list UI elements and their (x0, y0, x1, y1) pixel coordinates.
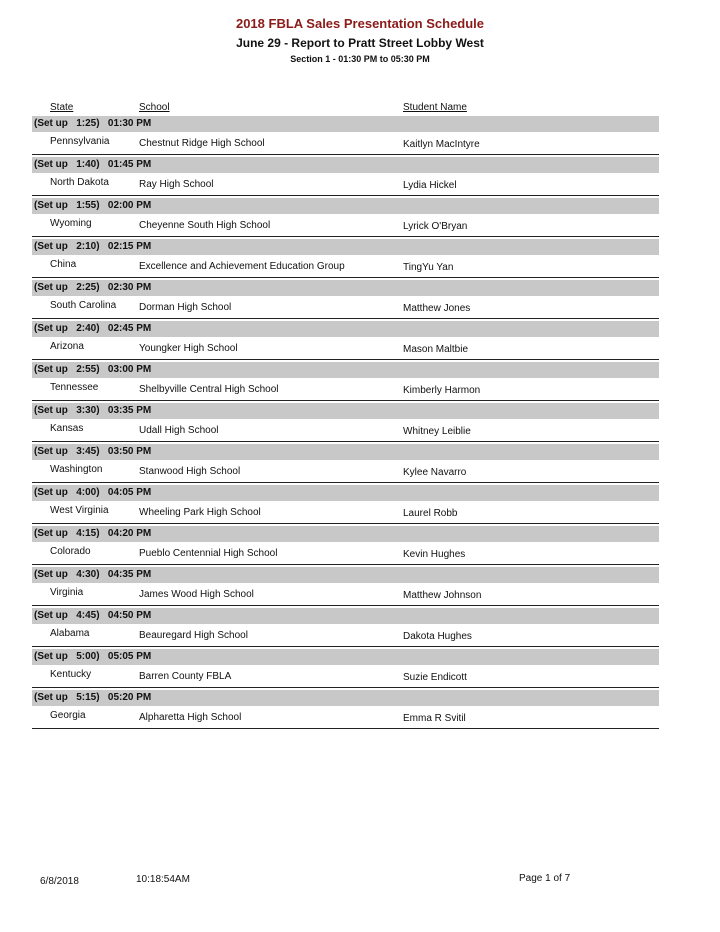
row-divider (32, 318, 659, 319)
student-name-cell: Mason Maltbie (403, 344, 469, 355)
row-divider (32, 523, 659, 524)
row-divider (32, 728, 659, 729)
school-cell: Stanwood High School (139, 466, 241, 477)
school-cell: Ray High School (139, 179, 214, 190)
school-cell: Cheyenne South High School (139, 220, 271, 231)
state-cell: Washington (50, 464, 103, 475)
page-number: Page 1 of 7 (519, 873, 571, 884)
state-cell: Georgia (50, 710, 86, 721)
student-name-cell: Dakota Hughes (403, 631, 472, 642)
school-cell: Udall High School (139, 425, 219, 436)
schedule-row (32, 567, 659, 608)
schedule-row (32, 116, 659, 157)
row-divider (32, 359, 659, 360)
row-divider (32, 236, 659, 237)
schedule-row (32, 362, 659, 403)
student-name-cell: Kylee Navarro (403, 467, 467, 478)
time-slot-band: (Set up 1:55) 02:00 PM (32, 198, 659, 214)
schedule-row (32, 485, 659, 526)
time-slot-band: (Set up 2:40) 02:45 PM (32, 321, 659, 337)
student-name-cell: Kevin Hughes (403, 549, 466, 560)
schedule-row (32, 239, 659, 280)
state-cell: South Carolina (50, 300, 117, 311)
time-slot-band: (Set up 4:15) 04:20 PM (32, 526, 659, 542)
column-header-school: School (139, 102, 170, 113)
time-slot-band: (Set up 2:25) 02:30 PM (32, 280, 659, 296)
school-cell: Chestnut Ridge High School (139, 138, 265, 149)
row-divider (32, 154, 659, 155)
student-name-cell: Matthew Johnson (403, 590, 482, 601)
state-cell: Kansas (50, 423, 84, 434)
student-name-cell: Whitney Leiblie (403, 426, 471, 437)
student-name-cell: Emma R Svitil (403, 713, 466, 724)
state-cell: Tennessee (50, 382, 99, 393)
row-divider (32, 400, 659, 401)
school-cell: Shelbyville Central High School (139, 384, 279, 395)
row-divider (32, 277, 659, 278)
row-divider (32, 646, 659, 647)
schedule-row (32, 403, 659, 444)
school-cell: Youngker High School (139, 343, 238, 354)
schedule-row (32, 526, 659, 567)
student-name-cell: Kaitlyn MacIntyre (403, 139, 480, 150)
school-cell: Excellence and Achievement Education Group (139, 261, 345, 272)
school-cell: Alpharetta High School (139, 712, 242, 723)
schedule-row (32, 321, 659, 362)
school-cell: Beauregard High School (139, 630, 248, 641)
time-slot-band: (Set up 4:45) 04:50 PM (32, 608, 659, 624)
school-cell: Dorman High School (139, 302, 232, 313)
report-subtitle: June 29 - Report to Pratt Street Lobby West (236, 36, 484, 50)
student-name-cell: Matthew Jones (403, 303, 471, 314)
state-cell: China (50, 259, 77, 270)
row-divider (32, 195, 659, 196)
school-cell: James Wood High School (139, 589, 254, 600)
state-cell: North Dakota (50, 177, 109, 188)
row-divider (32, 687, 659, 688)
schedule-row (32, 649, 659, 690)
column-header-state: State (50, 102, 74, 113)
state-cell: West Virginia (50, 505, 109, 516)
student-name-cell: Kimberly Harmon (403, 385, 481, 396)
state-cell: Kentucky (50, 669, 92, 680)
footer-time: 10:18:54AM (136, 874, 190, 885)
time-slot-band: (Set up 5:00) 05:05 PM (32, 649, 659, 665)
schedule-row (32, 608, 659, 649)
time-slot-band: (Set up 3:30) 03:35 PM (32, 403, 659, 419)
student-name-cell: Lyrick O'Bryan (403, 221, 468, 232)
state-cell: Alabama (50, 628, 90, 639)
time-slot-band: (Set up 1:40) 01:45 PM (32, 157, 659, 173)
row-divider (32, 441, 659, 442)
state-cell: Arizona (50, 341, 84, 352)
schedule-row (32, 280, 659, 321)
time-slot-band: (Set up 3:45) 03:50 PM (32, 444, 659, 460)
school-cell: Barren County FBLA (139, 671, 232, 682)
state-cell: Colorado (50, 546, 91, 557)
schedule-row (32, 690, 659, 731)
time-slot-band: (Set up 5:15) 05:20 PM (32, 690, 659, 706)
time-slot-band: (Set up 2:10) 02:15 PM (32, 239, 659, 255)
schedule-row (32, 157, 659, 198)
row-divider (32, 482, 659, 483)
student-name-cell: TingYu Yan (403, 262, 454, 273)
row-divider (32, 605, 659, 606)
student-name-cell: Lydia Hickel (403, 180, 457, 191)
schedule-row (32, 198, 659, 239)
schedule-list (32, 116, 659, 731)
time-slot-band: (Set up 4:00) 04:05 PM (32, 485, 659, 501)
footer-date: 6/8/2018 (40, 876, 79, 887)
time-slot-band: (Set up 2:55) 03:00 PM (32, 362, 659, 378)
state-cell: Wyoming (50, 218, 92, 229)
state-cell: Virginia (50, 587, 84, 598)
report-title: 2018 FBLA Sales Presentation Schedule (235, 16, 485, 31)
section-label: Section 1 - 01:30 PM to 05:30 PM (290, 54, 430, 64)
school-cell: Wheeling Park High School (139, 507, 261, 518)
column-header-student: Student Name (403, 102, 467, 113)
state-cell: Pennsylvania (50, 136, 110, 147)
schedule-row (32, 444, 659, 485)
student-name-cell: Suzie Endicott (403, 672, 467, 683)
student-name-cell: Laurel Robb (403, 508, 458, 519)
time-slot-band: (Set up 1:25) 01:30 PM (32, 116, 659, 132)
school-cell: Pueblo Centennial High School (139, 548, 278, 559)
time-slot-band: (Set up 4:30) 04:35 PM (32, 567, 659, 583)
row-divider (32, 564, 659, 565)
